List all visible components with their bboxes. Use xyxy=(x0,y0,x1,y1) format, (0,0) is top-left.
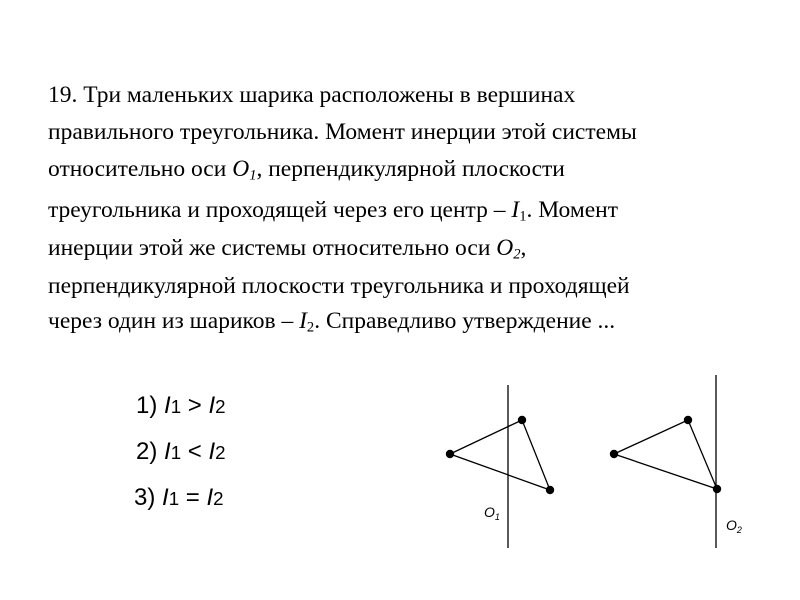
axis1-symbol: O xyxy=(232,156,250,182)
axis-o2-label: $O_2$ xyxy=(726,517,742,535)
problem-line-6: перпендикулярной плоскости треугольника и проходящей xyxy=(48,273,630,299)
problem-number: 19. xyxy=(48,82,78,108)
right-triangle xyxy=(614,420,717,489)
problem-line-4: треугольника и проходящей через его центр – $I_1$. Момент xyxy=(48,197,618,225)
right-ball-2 xyxy=(684,416,692,424)
right-ball-3 xyxy=(713,485,721,493)
moment1-symbol: I xyxy=(511,197,520,223)
problem-line-1: 19. Три маленьких шарика расположены в вершинах xyxy=(48,82,576,108)
axis-o1-label: $O_1$ xyxy=(484,504,500,522)
left-ball-1 xyxy=(446,450,454,458)
right-ball-1 xyxy=(610,450,618,458)
problem-line-7: через один из шариков – $I_2$. Справедливо утверждение ... xyxy=(48,308,616,336)
problem-line-5: инерции этой же системы относительно оси $O_2$, xyxy=(48,235,527,263)
answer-option-1[interactable]: 1) I1 > I2 xyxy=(136,392,226,419)
axis2-symbol: O xyxy=(496,235,514,261)
left-ball-2 xyxy=(518,416,526,424)
problem-line-2: правильного треугольника. Момент инерции этой системы xyxy=(48,119,637,145)
moment2-symbol: I xyxy=(299,308,307,334)
answer-option-3[interactable]: 3) I1 = I2 xyxy=(134,484,224,511)
answer-option-2[interactable]: 2) I1 < I2 xyxy=(136,438,226,465)
left-ball-3 xyxy=(546,486,554,494)
left-triangle xyxy=(450,420,550,490)
problem-line-3: относительно оси $O_1$, перпендикулярной плоскости xyxy=(48,156,565,184)
